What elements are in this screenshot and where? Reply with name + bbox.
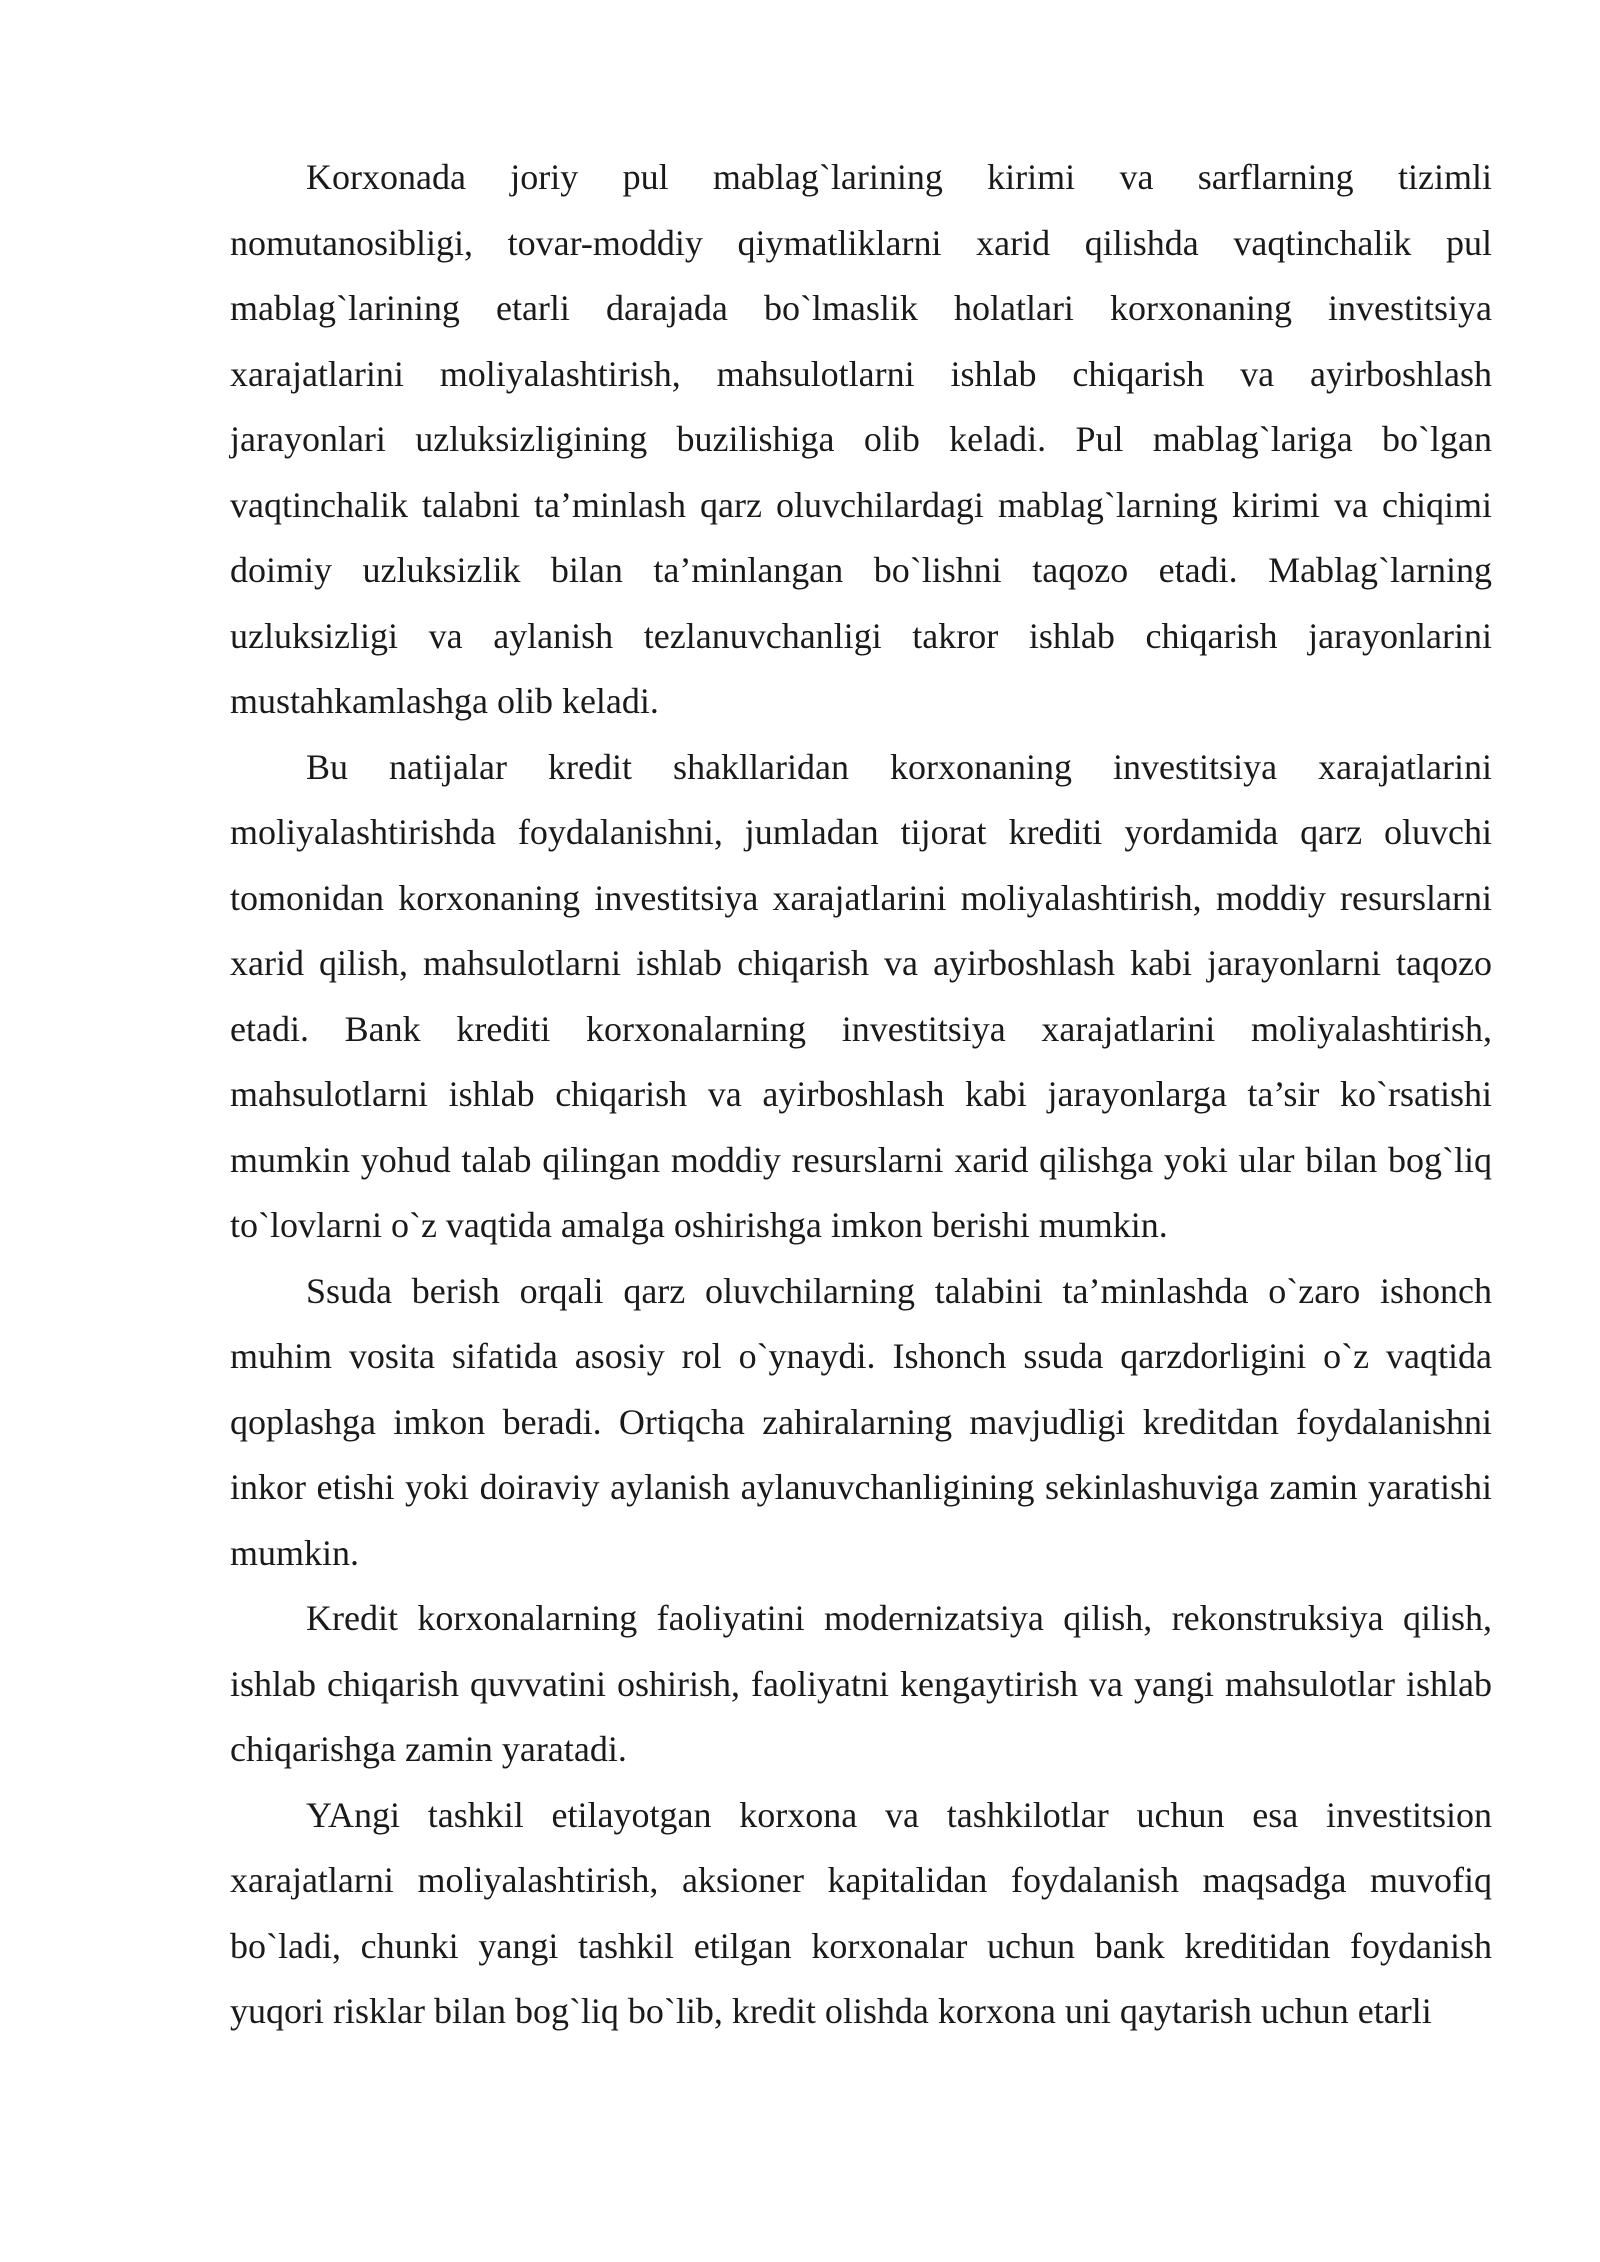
paragraph-3: Ssuda berish orqali qarz oluvchilarning talabini ta’minlashda o`zaro ishonch muhim vosita sifatida asosiy rol o`ynaydi. Ishonch ssuda qarzdorligini o`z vaqtida qoplashga imkon beradi. Ortiqcha zahiralarning mavjudligi kreditdan foydalanishni inkor etishi yoki doiraviy aylanish aylanuvchanligining sekinlashuviga zamin yaratishi mumkin. (230, 1270, 1492, 1573)
paragraph-4: Kredit korxonalarning faoliyatini modernizatsiya qilish, rekonstruksiya qilish, ishlab chiqarish quvvatini oshirish, faoliyatni kengaytirish va yangi mahsulotlar ishlab chiqarishga zamin yaratadi. (230, 1598, 1492, 1769)
document-page (230, 145, 1492, 2045)
paragraph-1: Korxonada joriy pul mablag`larining kirimi va sarflarning tizimli nomutanosibligi, tovar-moddiy qiymatliklarni xarid qilishda vaqtinchalik pul mablag`larining etarli darajada bo`lmaslik holatlari korxonaning investitsiya xarajatlarini moliyalashtirish, mahsulotlarni ishlab chiqarish va ayirboshlash jarayonlari uzluksizligining buzilishiga olib keladi. Pul mablag`lariga bo`lgan vaqtinchalik talabni ta’minlash qarz oluvchilardagi mablag`larning kirimi va chiqimi doimiy uzluksizlik bilan ta’minlangan bo`lishni taqozo etadi. Mablag`larning uzluksizligi va aylanish tezlanuvchanligi takror ishlab chiqarish jarayonlarini mustahkamlashga olib keladi. (230, 157, 1492, 721)
paragraph-5: YAngi tashkil etilayotgan korxona va tashkilotlar uchun esa investitsion xarajatlarni moliyalashtirish, aksioner kapitalidan foydalanish maqsadga muvofiq bo`ladi, chunki yangi tashkil etilgan korxonalar uchun bank kreditidan foydanish yuqori risklar bilan bog`liq bo`lib, kredit olishda korxona uni qaytarish uchun etarli (230, 1794, 1492, 2031)
paragraph-2: Bu natijalar kredit shakllaridan korxonaning investitsiya xarajatlarini moliyalashtirishda foydalanishni, jumladan tijorat krediti yordamida qarz oluvchi tomonidan korxonaning investitsiya xarajatlarini moliyalashtirish, moddiy resurslarni xarid qilish, mahsulotlarni ishlab chiqarish va ayirboshlash kabi jarayonlarni taqozo etadi. Bank krediti korxonalarning investitsiya xarajatlarini moliyalashtirish, mahsulotlarni ishlab chiqarish va ayirboshlash kabi jarayonlarga ta’sir ko`rsatishi mumkin yohud talab qilingan moddiy resurslarni xarid qilishga yoki ular bilan bog`liq to`lovlarni o`z vaqtida amalga oshirishga imkon berishi mumkin. (230, 746, 1492, 1245)
